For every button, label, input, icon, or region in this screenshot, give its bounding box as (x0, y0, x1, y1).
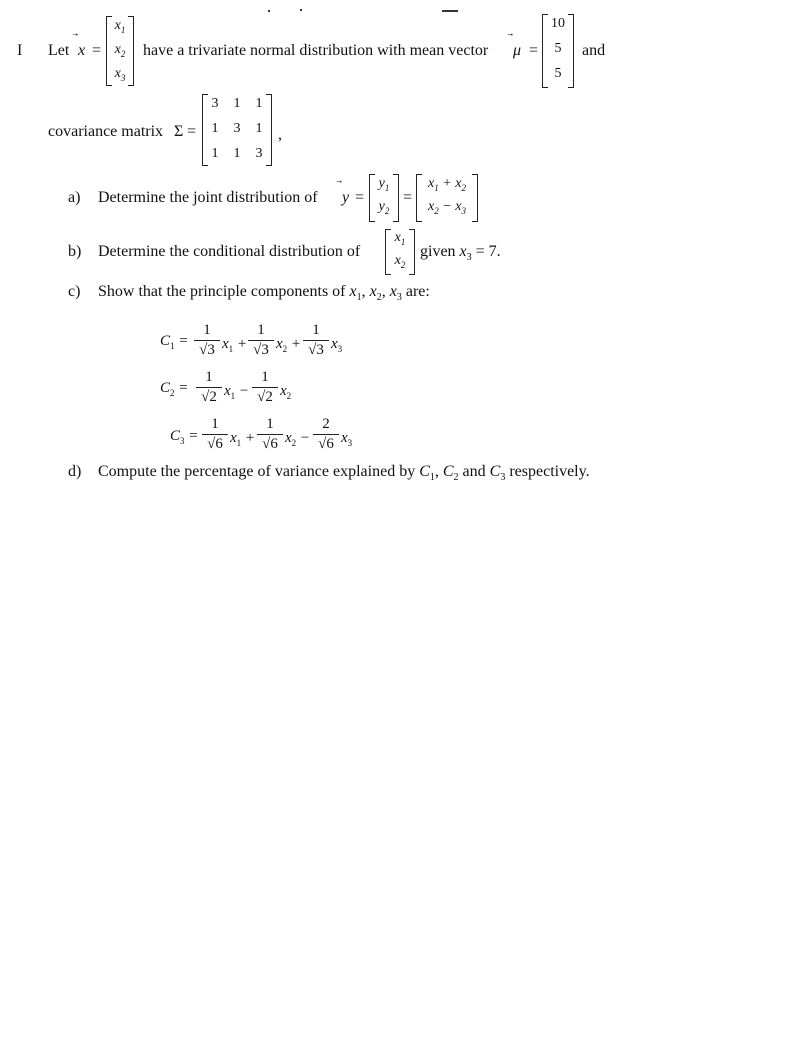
c3-fraction: 1 √6 (202, 416, 228, 453)
comma: , (278, 126, 282, 143)
vector-y-symbol: y (342, 189, 350, 206)
equals-sign: = (92, 42, 102, 59)
covariance-text: covariance matrix (48, 123, 164, 140)
x-vector-entry: $x_3$ (114, 66, 126, 83)
mean-vector-entry: 5 (554, 66, 562, 81)
and-text: and (582, 42, 606, 59)
cov-entry: 1 (255, 96, 263, 111)
part-a-text: Determine the joint distribution of (98, 189, 318, 206)
c3-term: $x_3$ (341, 430, 353, 448)
given-text: given $x_3 = 7$. (420, 243, 501, 264)
sigma-symbol: Σ (174, 123, 184, 140)
stray-mark (268, 10, 270, 12)
c2-fraction: 1 √2 (252, 369, 278, 406)
equals-sign: = (355, 189, 365, 206)
c2-lhs: $C_2$ = (160, 380, 189, 398)
vector-x-symbol: x (78, 42, 86, 59)
y-definition-entry: $x_1 + x_2$ (428, 176, 466, 193)
y-definition-matrix (416, 174, 478, 222)
cov-entry: 1 (211, 121, 219, 136)
conditional-vector-entry: $x_2$ (394, 253, 406, 270)
c3-term: $x_1$ + (230, 430, 256, 448)
x-vector-entry: $x_2$ (114, 42, 126, 59)
cov-entry: 3 (233, 121, 241, 136)
c1-fraction: 1 √3 (194, 322, 220, 359)
c3-fraction: 1 √6 (257, 416, 283, 453)
c2-term: $x_2$ (280, 383, 292, 401)
c1-fraction: 1 √3 (248, 322, 274, 359)
cov-entry: 1 (233, 96, 241, 111)
y-vector-entry: $y_2$ (378, 199, 390, 216)
part-b-label: b) (68, 243, 82, 260)
y-vector-entry: $y_1$ (378, 176, 390, 193)
stray-dash (442, 10, 458, 12)
vector-mu-symbol: μ (513, 42, 522, 59)
c1-term: $x_2$ + (276, 336, 302, 354)
c1-term: $x_3$ (331, 336, 343, 354)
distribution-text: have a trivariate normal distribution with mean vector (143, 42, 489, 59)
part-c-text: Show that the principle components of $x_1$, $x_2$, $x_3$ are: (98, 283, 430, 304)
question-number: I (17, 42, 23, 59)
mean-vector-entry: 5 (554, 41, 562, 56)
x-vector-matrix (106, 16, 134, 86)
y-vector-matrix (369, 174, 399, 222)
c3-lhs: $C_3$ = (170, 428, 199, 446)
covariance-matrix (202, 94, 272, 166)
c1-fraction: 1 √3 (303, 322, 329, 359)
part-d-text: Compute the percentage of variance explained by $C_1$, $C_2$ and $C_3$ respectively. (98, 463, 590, 484)
c3-fraction: 2 √6 (313, 416, 339, 453)
c3-term: $x_2$ − (285, 430, 311, 448)
c2-term: $x_1$ − (224, 383, 250, 401)
equals-sign: = (529, 42, 539, 59)
x-vector-entry: $x_1$ (114, 18, 126, 35)
c1-term: $x_1$ + (222, 336, 248, 354)
c2-fraction: 1 √2 (196, 369, 222, 406)
cov-entry: 1 (233, 146, 241, 161)
c1-lhs: $C_1$ = (160, 333, 189, 351)
mean-vector-matrix (542, 14, 574, 88)
y-definition-entry: $x_2 - x_3$ (428, 199, 466, 216)
conditional-vector-matrix (385, 229, 415, 275)
part-d-label: d) (68, 463, 82, 480)
cov-entry: 3 (211, 96, 219, 111)
cov-entry: 3 (255, 146, 263, 161)
part-b-text: Determine the conditional distribution of (98, 243, 361, 260)
equals-sign: = (187, 123, 197, 140)
part-a-label: a) (68, 189, 81, 206)
part-c-label: c) (68, 283, 81, 300)
equals-sign: = (403, 189, 413, 206)
cov-entry: 1 (211, 146, 219, 161)
conditional-vector-entry: $x_1$ (394, 230, 406, 247)
cov-entry: 1 (255, 121, 263, 136)
stray-mark (300, 9, 302, 11)
mean-vector-entry: 10 (551, 16, 565, 31)
let-text: Let (48, 42, 70, 59)
